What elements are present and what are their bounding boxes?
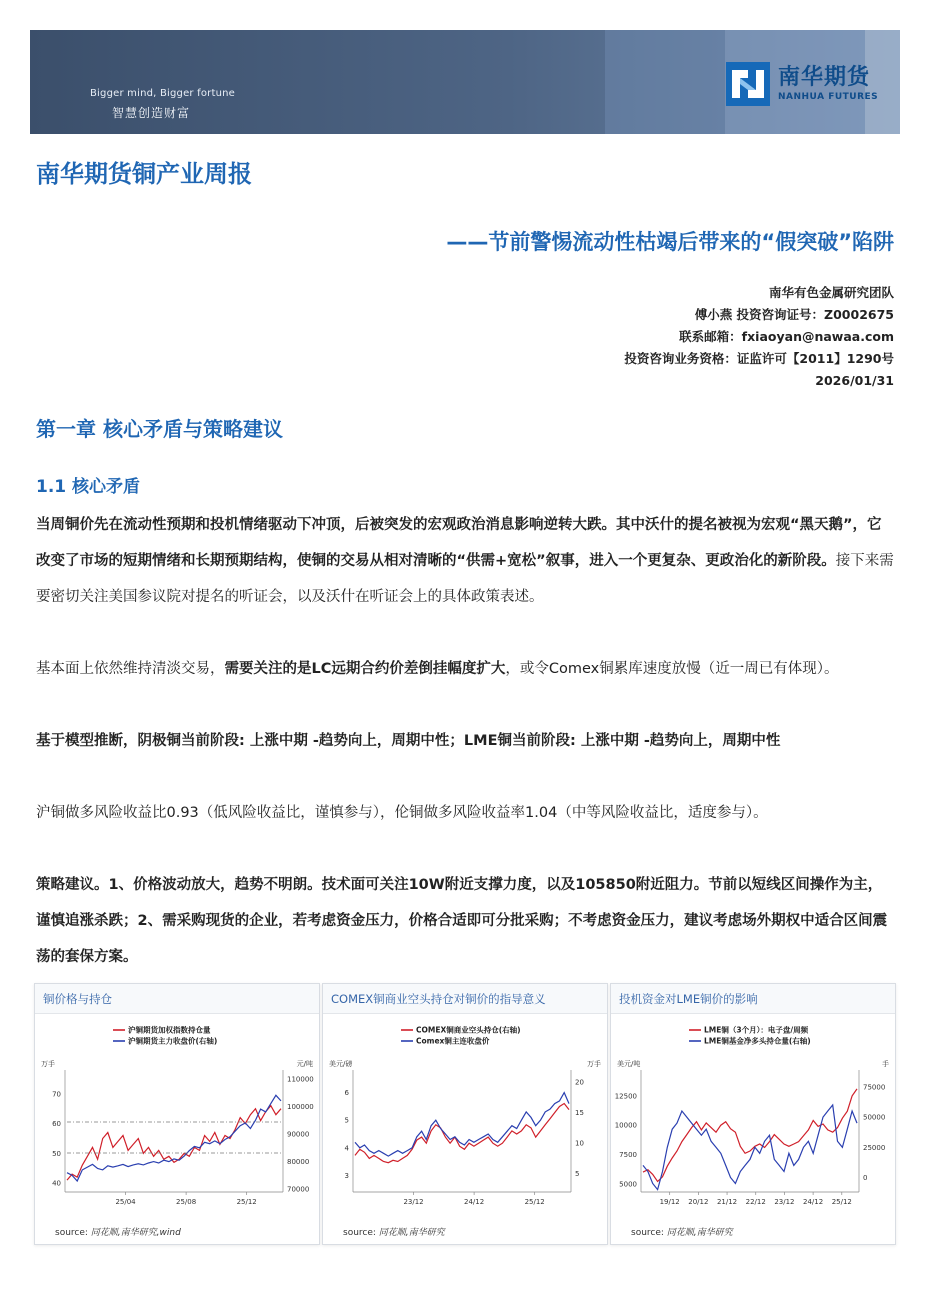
chart-source: source: 同花顺,南华研究 xyxy=(631,1228,733,1238)
right-axis-unit: 万手 xyxy=(587,1060,601,1068)
paragraph-strategy: 策略建议。1、价格波动放大，趋势不明朗。技术面可关注10W附近支撑力度，以及105850附近阻力。节前以短线区间操作为主，谨慎追涨杀跌；2、需采购现货的企业，若考虑资金压力，价格合适即可分批采购；不考虑资金压力，建议考虑场外期权中适合区间震荡的套保方案。 xyxy=(36,877,888,965)
series-line xyxy=(355,1104,569,1163)
left-tick-label: 12500 xyxy=(614,1092,637,1101)
x-tick-label: 20/12 xyxy=(688,1198,709,1206)
report-date: 2026/01/31 xyxy=(815,373,894,388)
section-heading: 1.1 核心矛盾 xyxy=(36,477,141,497)
series-line xyxy=(643,1089,857,1182)
left-axis-unit: 万手 xyxy=(41,1060,55,1068)
report-banner xyxy=(30,30,900,134)
company-logo xyxy=(726,60,896,108)
left-tick-label: 70 xyxy=(52,1090,61,1099)
right-tick-label: 80000 xyxy=(287,1158,310,1167)
right-tick-label: 50000 xyxy=(863,1113,886,1122)
report-subtitle: ——节前警惕流动性枯竭后带来的“假突破”陷阱 xyxy=(446,230,894,254)
research-team: 南华有色金属研究团队 xyxy=(768,285,894,300)
chart-source: source: 同花顺,南华研究,wind xyxy=(55,1228,181,1238)
nanhua-logo-icon xyxy=(726,62,770,106)
paragraph-text: 接下来需要密切关注美国参议院对提名的听证会，以及沃什在听证会上的具体政策表述。 xyxy=(36,553,894,605)
logo-text-chinese: 南华期货 xyxy=(778,65,871,90)
right-tick-label: 10 xyxy=(575,1139,584,1148)
right-tick-label: 0 xyxy=(863,1174,868,1182)
legend-label: COMEX铜商业空头持仓(右轴) xyxy=(416,1025,521,1035)
paragraph-model-inference: 基于模型推断，阴极铜当前阶段: 上涨中期 -趋势向上，周期中性；LME铜当前阶段: 上涨中期 -趋势向上，周期中性 xyxy=(36,733,781,749)
x-tick-label: 25/04 xyxy=(115,1198,136,1206)
x-tick-label: 21/12 xyxy=(716,1198,738,1206)
paragraph-bold-text: 当周铜价先在流动性预期和投机情绪驱动下冲顶，后被突发的宏观政治消息影响逆转大跌。其中沃什的提名被视为宏观“黑天鹅”，它改变了市场的短期情绪和长期预期结构，使铜的交易从相对清晰的“供需+宽松”叙事，进入一个更复杂、更政治化的新阶段。 xyxy=(36,517,882,569)
analyst-credential: 傅小燕 投资咨询证号：Z0002675 xyxy=(694,307,894,322)
paragraph-risk-reward: 沪铜做多风险收益比0.93（低风险收益比，谨慎参与），伦铜做多风险收益率1.04（中等风险收益比，适度参与）。 xyxy=(36,805,768,821)
license-info: 投资咨询业务资格：证监许可【2011】1290号 xyxy=(624,351,894,366)
left-tick-label: 40 xyxy=(52,1179,61,1188)
x-tick-label: 22/12 xyxy=(745,1198,766,1206)
left-tick-label: 6 xyxy=(344,1089,349,1098)
x-tick-label: 25/12 xyxy=(524,1198,545,1206)
chart-panel-title: COMEX铜商业空头持仓对铜价的指导意义 xyxy=(323,984,607,1014)
chart-panel-title: 投机资金对LME铜价的影响 xyxy=(611,984,895,1014)
slogan-english: Bigger mind, Bigger fortune xyxy=(90,88,236,99)
left-axis-unit: 美元/磅 xyxy=(329,1060,353,1068)
banner-stripe xyxy=(605,30,725,134)
report-title: 南华期货铜产业周报 xyxy=(36,160,252,188)
author-block xyxy=(624,282,894,392)
right-tick-label: 100000 xyxy=(287,1102,314,1111)
chart-source: source: 同花顺,南华研究 xyxy=(343,1228,445,1238)
right-tick-label: 5 xyxy=(575,1170,580,1179)
chart-panel-price-position xyxy=(34,983,320,1245)
right-tick-label: 15 xyxy=(575,1109,584,1118)
right-tick-label: 25000 xyxy=(863,1143,886,1152)
left-tick-label: 5 xyxy=(344,1116,349,1125)
chart-price-position xyxy=(35,1014,319,1214)
legend-label: LME铜基金净多头持仓量(右轴) xyxy=(704,1036,811,1046)
left-tick-label: 7500 xyxy=(619,1151,637,1160)
paragraph-text: 基本面上依然维持清淡交易， xyxy=(36,661,225,677)
right-tick-label: 75000 xyxy=(863,1083,886,1092)
paragraph-fundamentals xyxy=(36,651,896,687)
left-tick-label: 4 xyxy=(344,1144,349,1153)
x-tick-label: 23/12 xyxy=(403,1198,424,1206)
x-tick-label: 24/12 xyxy=(464,1198,485,1206)
x-tick-label: 23/12 xyxy=(774,1198,795,1206)
x-tick-label: 19/12 xyxy=(659,1198,680,1206)
logo-text-english: NANHUA FUTURES xyxy=(778,92,879,102)
right-axis-unit: 手 xyxy=(882,1060,889,1068)
paragraph-core-conflict xyxy=(36,507,896,615)
right-tick-label: 70000 xyxy=(287,1185,310,1194)
contact-email: 联系邮箱：fxiaoyan@nawaa.com xyxy=(679,329,894,344)
series-line xyxy=(67,1095,281,1181)
right-tick-label: 90000 xyxy=(287,1130,310,1139)
left-tick-label: 5000 xyxy=(619,1180,637,1189)
paragraph-text: ，或令Comex铜累库速度放慢（近一周已有体现）。 xyxy=(505,661,839,677)
series-line xyxy=(355,1093,569,1157)
right-tick-label: 20 xyxy=(575,1078,584,1087)
x-tick-label: 24/12 xyxy=(803,1198,824,1206)
chart-panel-comex-short xyxy=(322,983,608,1245)
legend-label: LME铜（3个月）：电子盘/周频 xyxy=(704,1025,809,1035)
chart-panel-title: 铜价格与持仓 xyxy=(35,984,319,1014)
right-axis-unit: 元/吨 xyxy=(296,1060,313,1068)
chapter-heading: 第一章 核心矛盾与策略建议 xyxy=(36,417,283,441)
chart-lme-spec xyxy=(611,1014,895,1214)
series-line xyxy=(643,1105,857,1190)
x-tick-label: 25/12 xyxy=(236,1198,257,1206)
legend-label: 沪铜期货主力收盘价(右轴) xyxy=(128,1036,218,1046)
x-tick-label: 25/08 xyxy=(176,1198,197,1206)
left-tick-label: 50 xyxy=(52,1149,61,1158)
slogan-chinese: 智慧创造财富 xyxy=(112,106,191,120)
left-tick-label: 3 xyxy=(344,1171,349,1180)
right-tick-label: 110000 xyxy=(287,1075,314,1084)
left-tick-label: 60 xyxy=(52,1120,61,1129)
left-tick-label: 10000 xyxy=(614,1121,637,1130)
chart-panel-lme-spec xyxy=(610,983,896,1245)
x-tick-label: 25/12 xyxy=(831,1198,852,1206)
paragraph-bold-text: 需要关注的是LC远期合约价差倒挂幅度扩大 xyxy=(224,661,506,677)
legend-label: 沪铜期货加权指数持仓量 xyxy=(128,1025,211,1035)
legend-label: Comex铜主连收盘价 xyxy=(416,1036,490,1046)
chart-comex-short xyxy=(323,1014,607,1214)
left-axis-unit: 美元/吨 xyxy=(617,1060,641,1068)
